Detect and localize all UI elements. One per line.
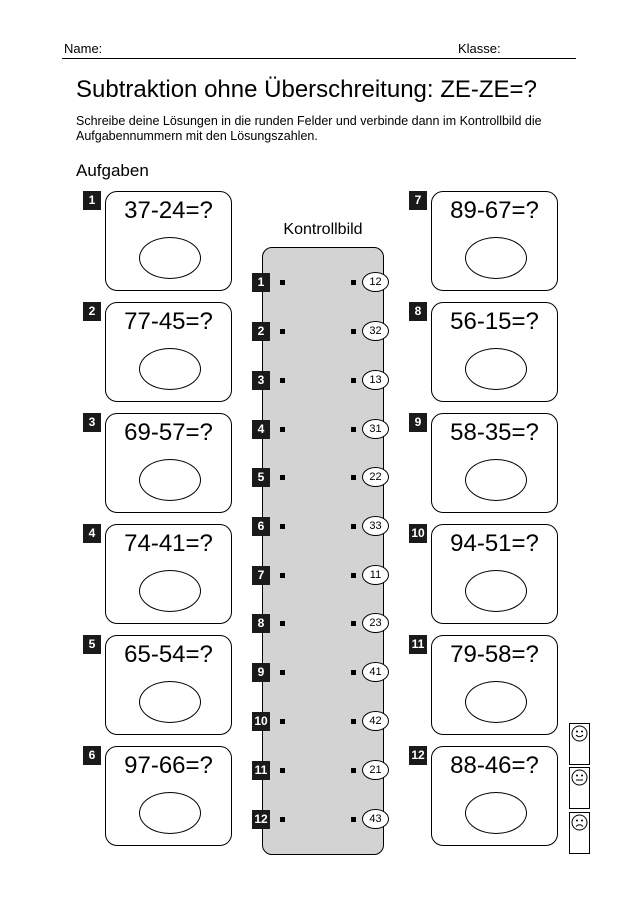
kontroll-row — [252, 565, 390, 587]
task-expression: 89-67=? — [450, 197, 539, 224]
connect-dot[interactable] — [351, 280, 356, 285]
task-card — [105, 635, 232, 735]
connect-dot[interactable] — [351, 475, 356, 480]
task-number: 8 — [409, 302, 427, 321]
connect-dot[interactable] — [280, 427, 285, 432]
task-expression: 77-45=? — [124, 308, 213, 335]
kontroll-row — [252, 613, 390, 635]
connect-dot[interactable] — [280, 475, 285, 480]
kontroll-number: 8 — [252, 614, 270, 633]
connect-dot[interactable] — [280, 524, 285, 529]
kontroll-number: 4 — [252, 420, 270, 439]
task-expression: 79-58=? — [450, 641, 539, 668]
self-assessment-neutral[interactable] — [569, 767, 590, 809]
connect-dot[interactable] — [351, 378, 356, 383]
task-number: 2 — [83, 302, 101, 321]
answer-field[interactable] — [465, 681, 527, 723]
kontroll-number: 12 — [252, 810, 270, 829]
kontroll-number: 2 — [252, 322, 270, 341]
self-assessment-happy[interactable] — [569, 723, 590, 765]
solution-bubble: 12 — [362, 272, 389, 292]
connect-dot[interactable] — [351, 817, 356, 822]
task-card — [105, 302, 232, 402]
task-7 — [409, 191, 558, 291]
connect-dot[interactable] — [351, 524, 356, 529]
task-number: 9 — [409, 413, 427, 432]
task-card — [431, 746, 558, 846]
task-8 — [409, 302, 558, 402]
task-number: 12 — [409, 746, 427, 765]
answer-field[interactable] — [465, 459, 527, 501]
self-assessment-sad[interactable] — [569, 812, 590, 854]
answer-field[interactable] — [465, 237, 527, 279]
task-card — [105, 746, 232, 846]
answer-field[interactable] — [139, 792, 201, 834]
kontroll-row — [252, 809, 390, 831]
kontroll-row — [252, 370, 390, 392]
task-expression: 97-66=? — [124, 752, 213, 779]
kontroll-number: 5 — [252, 468, 270, 487]
kontroll-number: 1 — [252, 273, 270, 292]
kontroll-row — [252, 516, 390, 538]
klasse-label: Klasse: — [458, 41, 501, 56]
task-card — [431, 413, 558, 513]
task-number: 6 — [83, 746, 101, 765]
connect-dot[interactable] — [351, 768, 356, 773]
task-number: 7 — [409, 191, 427, 210]
kontroll-row — [252, 662, 390, 684]
connect-dot[interactable] — [351, 670, 356, 675]
task-card — [105, 191, 232, 291]
connect-dot[interactable] — [280, 719, 285, 724]
connect-dot[interactable] — [280, 280, 285, 285]
answer-field[interactable] — [465, 792, 527, 834]
connect-dot[interactable] — [351, 329, 356, 334]
task-4 — [83, 524, 232, 624]
kontroll-row — [252, 321, 390, 343]
task-card — [105, 413, 232, 513]
connect-dot[interactable] — [351, 621, 356, 626]
kontroll-number: 6 — [252, 517, 270, 536]
kontroll-number: 3 — [252, 371, 270, 390]
task-expression: 74-41=? — [124, 530, 213, 557]
kontroll-row — [252, 467, 390, 489]
answer-field[interactable] — [465, 348, 527, 390]
task-card — [431, 635, 558, 735]
kontroll-number: 11 — [252, 761, 270, 780]
kontroll-row — [252, 419, 390, 441]
task-3 — [83, 413, 232, 513]
name-label: Name: — [64, 41, 103, 56]
solution-bubble: 22 — [362, 467, 389, 487]
connect-dot[interactable] — [351, 427, 356, 432]
solution-bubble: 41 — [362, 662, 389, 682]
task-card — [431, 191, 558, 291]
connect-dot[interactable] — [351, 719, 356, 724]
kontroll-row — [252, 711, 390, 733]
task-number: 10 — [409, 524, 427, 543]
task-card — [431, 524, 558, 624]
kontroll-number: 10 — [252, 712, 270, 731]
task-expression: 69-57=? — [124, 419, 213, 446]
answer-field[interactable] — [139, 681, 201, 723]
task-5 — [83, 635, 232, 735]
solution-bubble: 31 — [362, 419, 389, 439]
task-number: 5 — [83, 635, 101, 654]
task-12 — [409, 746, 558, 846]
connect-dot[interactable] — [280, 329, 285, 334]
task-10 — [409, 524, 558, 624]
solution-bubble: 33 — [362, 516, 389, 536]
kontroll-number: 9 — [252, 663, 270, 682]
task-expression: 37-24=? — [124, 197, 213, 224]
header-line — [62, 58, 576, 59]
task-number: 1 — [83, 191, 101, 210]
instructions: Schreibe deine Lösungen in die runden Felder und verbinde dann im Kontrollbild die Aufgabennummern mit den Lösungszahlen. — [76, 114, 542, 143]
solution-bubble: 21 — [362, 760, 389, 780]
task-11 — [409, 635, 558, 735]
kontrollbild-title: Kontrollbild — [283, 221, 363, 238]
task-expression: 56-15=? — [450, 308, 539, 335]
aufgaben-label: Aufgaben — [76, 161, 149, 180]
solution-bubble: 13 — [362, 370, 389, 390]
answer-field[interactable] — [139, 570, 201, 612]
task-expression: 58-35=? — [450, 419, 539, 446]
connect-dot[interactable] — [280, 817, 285, 822]
kontroll-row — [252, 760, 390, 782]
connect-dot[interactable] — [280, 573, 285, 578]
task-expression: 88-46=? — [450, 752, 539, 779]
task-2 — [83, 302, 232, 402]
answer-field[interactable] — [465, 570, 527, 612]
connect-dot[interactable] — [351, 573, 356, 578]
kontroll-row — [252, 272, 390, 294]
solution-bubble: 11 — [362, 565, 389, 585]
connect-dot[interactable] — [280, 670, 285, 675]
task-number: 11 — [409, 635, 427, 654]
connect-dot[interactable] — [280, 378, 285, 383]
task-expression: 65-54=? — [124, 641, 213, 668]
page-title: Subtraktion ohne Überschreitung: ZE-ZE=? — [76, 76, 537, 103]
solution-bubble: 42 — [362, 711, 389, 731]
task-6 — [83, 746, 232, 846]
task-number: 3 — [83, 413, 101, 432]
answer-field[interactable] — [139, 459, 201, 501]
task-card — [431, 302, 558, 402]
sad-face-icon — [571, 814, 588, 831]
connect-dot[interactable] — [280, 768, 285, 773]
task-expression: 94-51=? — [450, 530, 539, 557]
answer-field[interactable] — [139, 237, 201, 279]
solution-bubble: 32 — [362, 321, 389, 341]
connect-dot[interactable] — [280, 621, 285, 626]
solution-bubble: 23 — [362, 613, 389, 633]
task-1 — [83, 191, 232, 291]
task-9 — [409, 413, 558, 513]
solution-bubble: 43 — [362, 809, 389, 829]
kontroll-number: 7 — [252, 566, 270, 585]
task-card — [105, 524, 232, 624]
neutral-face-icon — [571, 769, 588, 786]
happy-face-icon — [571, 725, 588, 742]
answer-field[interactable] — [139, 348, 201, 390]
task-number: 4 — [83, 524, 101, 543]
